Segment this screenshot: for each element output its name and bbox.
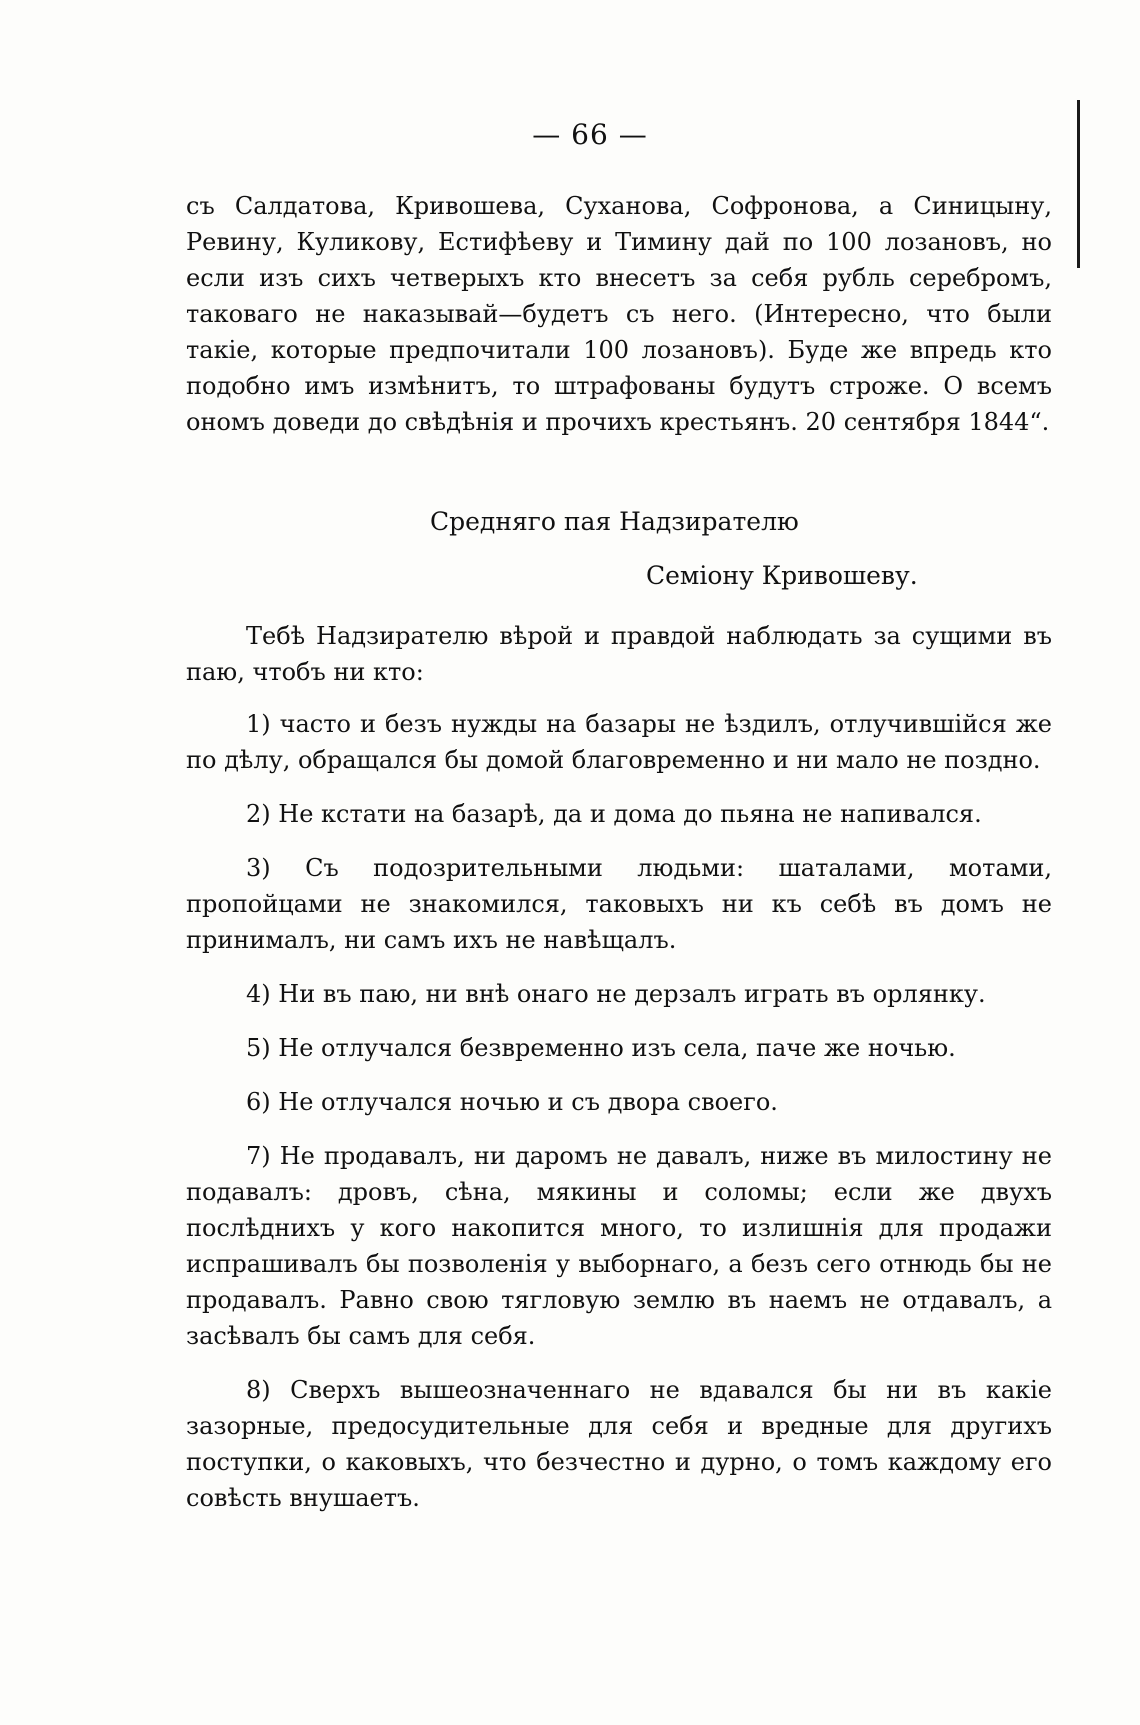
page-number: — 66 — [532,118,648,151]
address-line-2: Семіону Кривошеву. [646,561,918,590]
list-item: 4) Ни въ паю, ни внѣ онаго не дерзалъ играть въ орлянку. [246,980,986,1008]
list-item: 5) Не отлучался безвременно изъ села, паче же ночью. [246,1034,956,1062]
list-item: 6) Не отлучался ночью и съ двора своего. [246,1088,778,1116]
address-line-1: Средняго пая Надзирателю [430,507,799,536]
list-item: 1) часто и безъ нужды на базары не ѣздилъ, отлучившійся же по дѣлу, обращался бы домой благовременно и ни мало не поздно. [186,710,1052,774]
continuation-paragraph: съ Салдатова, Кривошева, Суханова, Софронова, а Синицыну, Ревину, Куликову, Естифѣеву и Тимину дай по 100 лозановъ, но если изъ сихъ четверыхъ кто внесетъ за себя рубль серебромъ, таковаго не наказывай—будетъ съ него. (Интересно, что были такіе, которые предпочитали 100 лозановъ). Буде же впредь кто подобно имъ измѣнитъ, то штрафованы будутъ строже. О всемъ ономъ доведи до свѣдѣнія и прочихъ крестьянъ. 20 сентября 1844“. [186,192,1052,436]
list-item: 8) Сверхъ вышеозначеннаго не вдавался бы ни въ какіе зазорные, предосудительные для себя и вредные для другихъ поступки, о каковыхъ, что безчестно и дурно, о томъ каждому его совѣсть внушаетъ. [186,1376,1052,1512]
intro-paragraph: Тебѣ Надзирателю вѣрой и правдой наблюдать за сущими въ паю, чтобъ ни кто: [186,622,1052,686]
list-item: 7) Не продавалъ, ни даромъ не давалъ, ниже въ милостину не подавалъ: дровъ, сѣна, мякины и соломы; если же двухъ послѣднихъ у кого накопится много, то излишнія для продажи испрашивалъ бы позволенія у выборнаго, а безъ сего отнюдь бы не продавалъ. Равно свою тягловую землю въ наемъ не отдавалъ, а засѣвалъ бы самъ для себя. [186,1142,1052,1350]
instructions-section [186,618,1052,1534]
list-item: 3) Съ подозрительными людьми: шаталами, мотами, пропойцами не знакомился, таковыхъ ни къ себѣ въ домъ не принималъ, ни самъ ихъ не навѣщалъ. [186,854,1052,954]
list-item: 2) Не кстати на базарѣ, да и дома до пьяна не напивался. [246,800,982,828]
